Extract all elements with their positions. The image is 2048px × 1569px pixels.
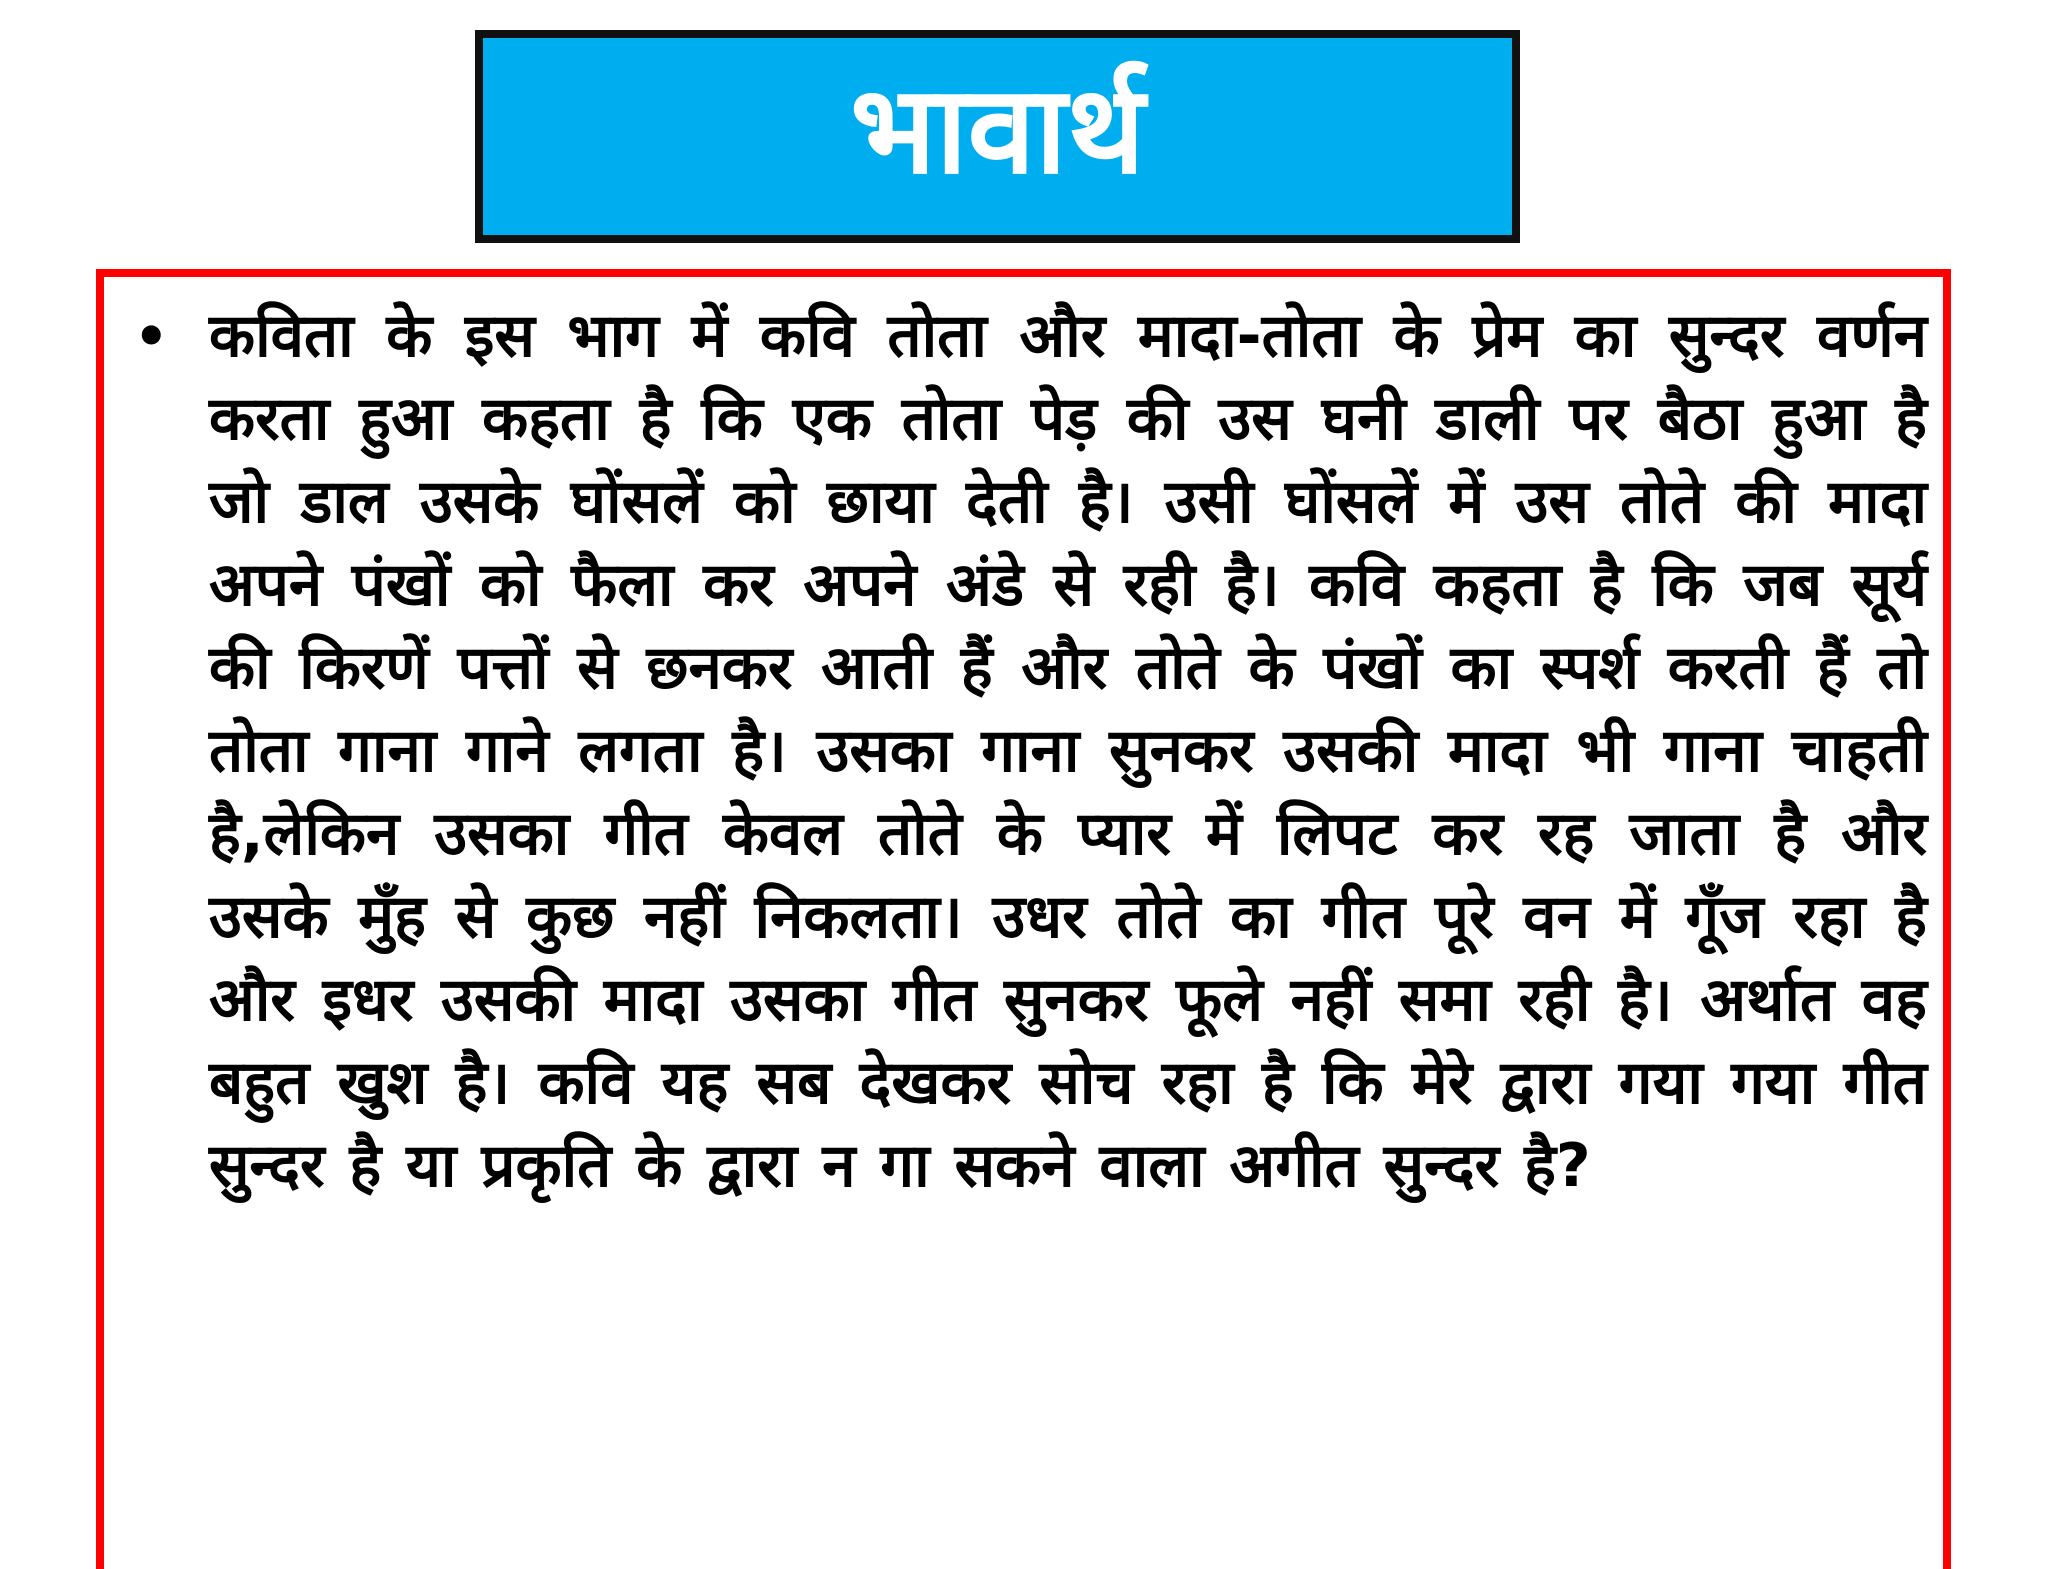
bhavarth-paragraph: कविता के इस भाग में कवि तोता और मादा-तोता के प्रेम का सुन्दर वर्णन करता हुआ कहता है कि एक तोता पेड़ की उस घनी डाली पर बैठा हुआ है जो डाल उसके घोंसलें को छाया देती है। उसी घोंसलें में उस तोते की मादा अपने पंखों को फैला कर अपने अंडे से रही है। कवि कहता है कि जब सूर्य की किरणें पत्तों से छनकर आती हैं और तोते के पंखों का स्पर्श करती हैं तो तोता गाना गाने लगता है। उसका गाना सुनकर उसकी मादा भी गाना चाहती है,लेकिन उसका गीत केवल तोते के प्यार में लिपट कर रह जाता है और उसके मुँह से कुछ नहीं निकलता। उधर तोते का गीत पूरे वन में गूँज रहा है और इधर उसकी मादा उसका गीत सुनकर फूले नहीं समा रही है। अर्थात वह बहुत खुश है। कवि यह सब देखकर सोच रहा है कि मेरे द्वारा गया गया गीत सुन्दर है या प्रकृति के द्वारा न गा सकने वाला अगीत सुन्दर है? — [209, 301, 1928, 1201]
content-panel — [96, 269, 1951, 1569]
slide-title: भावार्थ — [850, 58, 1145, 201]
bullet-marker: • — [134, 305, 169, 368]
title-banner — [475, 30, 1520, 243]
